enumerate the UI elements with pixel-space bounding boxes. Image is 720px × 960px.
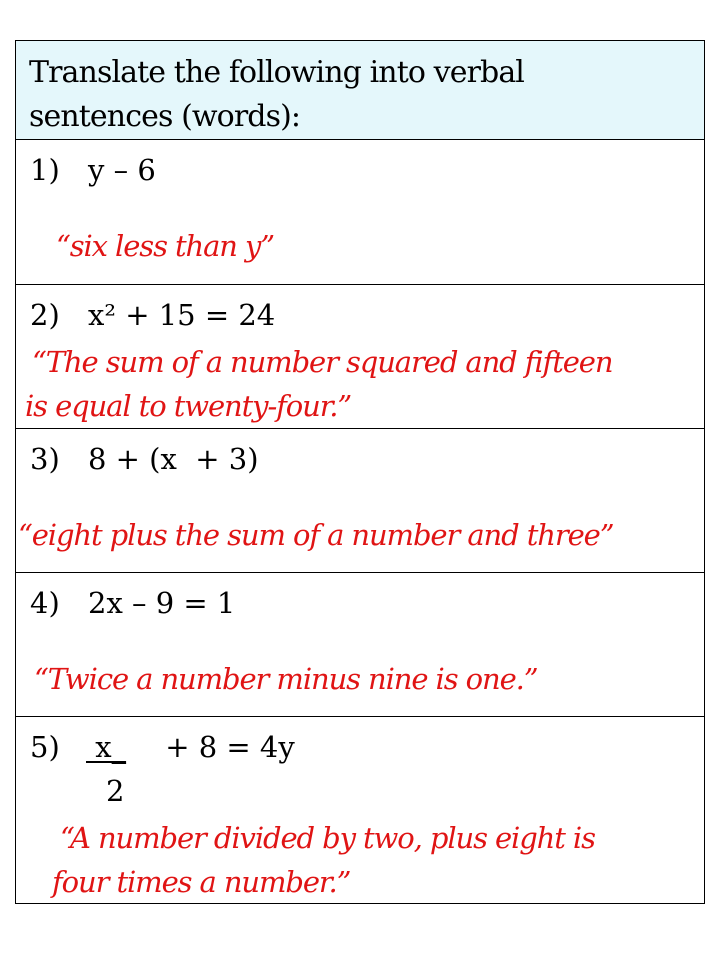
problem-row-3 [16, 429, 704, 573]
problem-1 [30, 152, 156, 188]
problem-number: 1) [30, 153, 60, 187]
problem-4 [30, 585, 235, 621]
problem-number: 2) [30, 298, 60, 332]
problem-expression: x² + 15 = 24 [88, 298, 276, 332]
answer-5-line-1: “A number divided by two, plus eight is [60, 821, 595, 855]
problem-row-2 [16, 285, 704, 429]
problem-2 [30, 297, 275, 333]
worksheet-table [15, 40, 705, 904]
problem-expression: 8 + (x + 3) [88, 442, 259, 476]
answer-3: “eight plus the sum of a number and three” [18, 518, 614, 552]
answer-2-line-1: “The sum of a number squared and fifteen [32, 345, 613, 379]
problem-row-1 [16, 140, 704, 285]
instruction-row [16, 41, 704, 140]
problem-expression: 2x – 9 = 1 [88, 586, 236, 620]
answer-2-line-2: is equal to twenty-four.” [25, 389, 352, 423]
problem-expression: y – 6 [88, 153, 156, 187]
problem-number: 4) [30, 586, 60, 620]
problem-row-4 [16, 573, 704, 717]
problem-3 [30, 441, 259, 477]
answer-4: “Twice a number minus nine is one.” [34, 662, 538, 696]
answer-5-line-2: four times a number.” [52, 865, 351, 899]
fraction-numerator: x_ [86, 730, 127, 764]
problem-expression: + 8 = 4y [156, 730, 295, 764]
answer-1: “six less than y” [56, 229, 275, 263]
problem-number: 5) [30, 730, 60, 764]
problem-number: 3) [30, 442, 60, 476]
fraction-denominator: 2 [106, 774, 125, 808]
problem-row-5 [16, 717, 704, 905]
instruction-text: Translate the following into verbal sentences (words): [29, 55, 524, 134]
